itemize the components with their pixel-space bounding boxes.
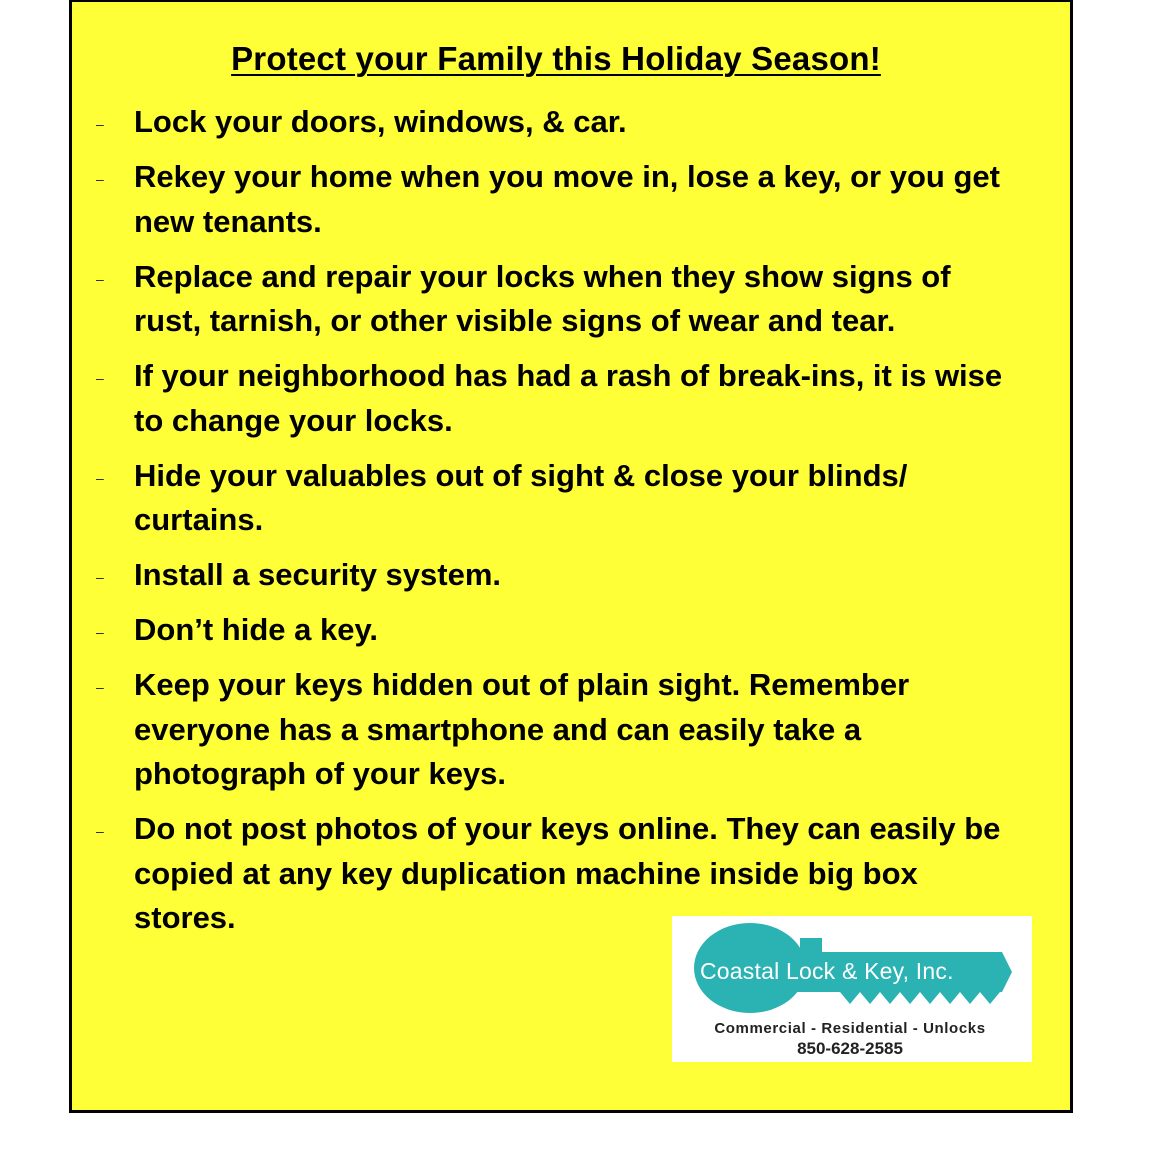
- list-item: [96, 155, 1026, 244]
- page-title: Protect your Family this Holiday Season!: [231, 40, 881, 77]
- list-item: [96, 553, 1026, 598]
- tip-text: Rekey your home when you move in, lose a key, or you get new tenants.: [134, 159, 1000, 239]
- tip-text: Replace and repair your locks when they show signs of rust, tarnish, or other visible signs of wear and tear.: [134, 258, 951, 338]
- dash-bullet-icon: –: [96, 270, 104, 287]
- tips-list: [96, 100, 1026, 951]
- dash-bullet-icon: –: [96, 116, 104, 132]
- list-item: [96, 100, 1026, 145]
- list-item: [96, 454, 1026, 543]
- dash-bullet-icon: –: [96, 624, 104, 640]
- list-item: [96, 255, 1026, 344]
- company-phone: 850-628-2585: [797, 1039, 903, 1058]
- dash-bullet-icon: –: [96, 469, 104, 486]
- dash-bullet-icon: –: [96, 679, 104, 695]
- company-name: Coastal Lock & Key, Inc.: [700, 958, 954, 984]
- tip-text: Install a security system.: [134, 557, 502, 592]
- list-item: [96, 354, 1026, 443]
- tip-text: If your neighborhood has had a rash of break-ins, it is wise to change your locks.: [134, 358, 1003, 438]
- flyer-panel: [69, 0, 1073, 1113]
- tip-text: Keep your keys hidden out of plain sight. Remember everyone has a smartphone and can easily take a photograph of your keys.: [134, 667, 910, 791]
- tip-text: Lock your doors, windows, & car.: [134, 104, 627, 139]
- tip-text: Do not post photos of your keys online. They can easily be copied at any key duplication machine inside big box stores.: [134, 811, 1001, 935]
- list-item: [96, 608, 1026, 653]
- list-item: [96, 663, 1026, 797]
- company-services: Commercial - Residential - Unlocks: [714, 1020, 986, 1037]
- dash-bullet-icon: –: [96, 370, 104, 386]
- dash-bullet-icon: –: [96, 171, 104, 187]
- dash-bullet-icon: –: [96, 823, 104, 839]
- tip-text: Hide your valuables out of sight & close your blinds/ curtains.: [134, 457, 908, 537]
- company-logo: [672, 916, 1032, 1062]
- tip-text: Don’t hide a key.: [134, 612, 379, 647]
- dash-bullet-icon: –: [96, 569, 104, 585]
